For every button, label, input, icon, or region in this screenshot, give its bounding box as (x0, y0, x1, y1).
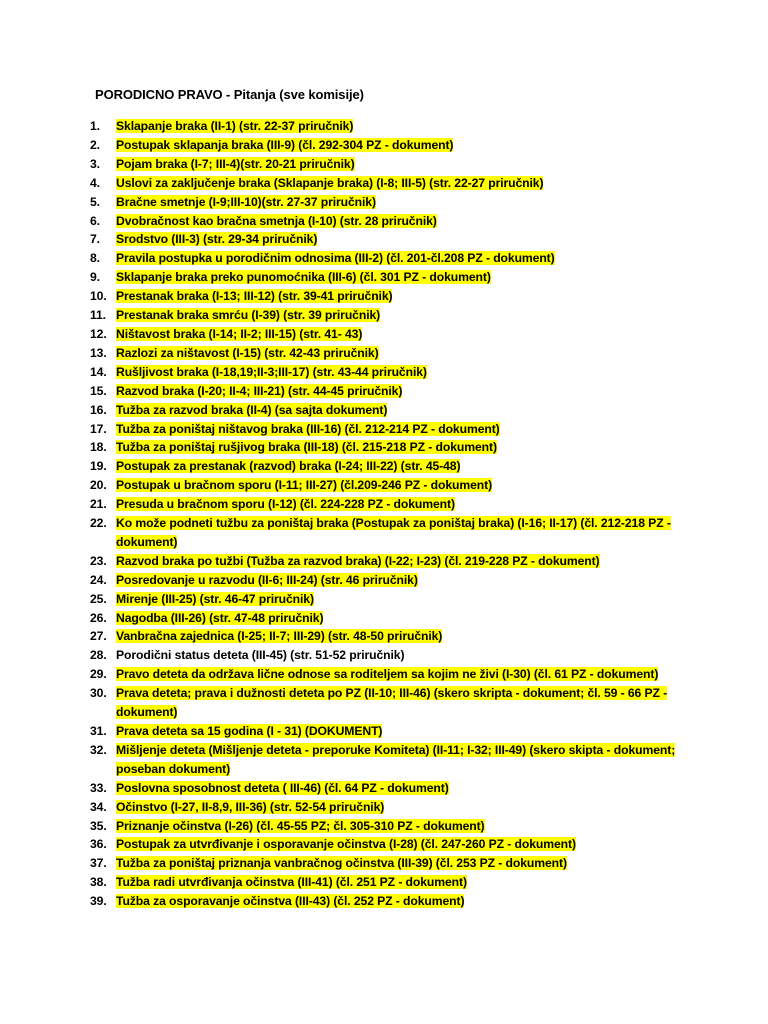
highlighted-question-text: Sklapanje braka (II-1) (str. 22-37 priručnik) (116, 119, 354, 133)
highlighted-question-text: Ništavost braka (I-14; II-2; III-15) (str. 41- 43) (116, 326, 363, 341)
question-number: 34. (90, 799, 107, 814)
question-number: 3. (90, 156, 100, 171)
question-number: 20. (90, 478, 107, 493)
question-number: 4. (90, 175, 100, 190)
question-item (90, 552, 690, 571)
highlighted-question-text: Prava deteta sa 15 godina (I - 31) (DOKUMENT) (116, 724, 383, 738)
question-number: 19. (90, 459, 107, 474)
highlighted-question-text: Postupak u bračnom sporu (I-11; III-27) (čl.209-246 PZ - dokument) (116, 478, 493, 493)
question-number: 29. (90, 667, 107, 682)
question-item (90, 344, 690, 363)
highlighted-question-text: Priznanje očinstva (I-26) (čl. 45-55 PZ; čl. 305-310 PZ - dokument) (116, 818, 485, 833)
question-item (90, 230, 690, 249)
question-number: 5. (90, 194, 100, 209)
question-number: 23. (90, 553, 107, 568)
question-text: Porodični status deteta (III-45) (str. 51-52 priručnik) (116, 648, 405, 663)
question-item (90, 155, 690, 174)
question-list (90, 117, 690, 911)
question-number: 35. (90, 818, 107, 833)
question-number: 14. (90, 364, 107, 379)
question-item (90, 401, 690, 420)
question-number: 11. (90, 308, 106, 323)
question-number: 27. (90, 629, 107, 644)
question-item (90, 854, 690, 873)
question-item (90, 287, 690, 306)
highlighted-question-text: Srodstvo (III-3) (str. 29-34 priručnik) (116, 232, 318, 247)
document-title: PORODICNO PRAVO - Pitanja (sve komisije) (95, 87, 364, 102)
question-number: 38. (90, 875, 107, 890)
highlighted-question-text: Mirenje (III-25) (str. 46-47 priručnik) (116, 591, 314, 606)
question-number: 2. (90, 137, 100, 152)
question-number: 1. (90, 119, 100, 133)
question-item (90, 817, 690, 836)
question-item (90, 835, 690, 854)
question-number: 15. (90, 383, 107, 398)
question-item (90, 514, 690, 552)
question-item (90, 684, 690, 722)
question-number: 18. (90, 440, 107, 455)
highlighted-question-text: Prestanak braka (I-13; III-12) (str. 39-41 priručnik) (116, 289, 393, 304)
question-item (90, 798, 690, 817)
question-number: 32. (90, 742, 107, 757)
highlighted-question-text: Vanbračna zajednica (I-25; II-7; III-29) (str. 48-50 priručnik) (116, 629, 443, 644)
highlighted-question-text: Nagodba (III-26) (str. 47-48 priručnik) (116, 610, 324, 625)
question-number: 25. (90, 591, 107, 606)
question-number: 31. (90, 724, 107, 738)
question-item (90, 892, 690, 911)
question-item (90, 457, 690, 476)
highlighted-question-text: Bračne smetnje (I-9;III-10)(str. 27-37 priručnik) (116, 194, 376, 209)
highlighted-question-text: Tužba za poništaj ništavog braka (III-16) (čl. 212-214 PZ - dokument) (116, 421, 500, 436)
question-number: 30. (90, 686, 107, 701)
question-item (90, 382, 690, 401)
question-item (90, 722, 690, 741)
question-number: 24. (90, 572, 107, 587)
question-item (90, 741, 690, 779)
highlighted-question-text: Mišljenje deteta (Mišljenje deteta - preporuke Komiteta) (II-11; I-32; III-49) (skero skipta - dokument; poseban dokument) (116, 742, 676, 776)
question-item (90, 306, 690, 325)
highlighted-question-text: Tužba za poništaj rušjivog braka (III-18) (čl. 215-218 PZ - dokument) (116, 440, 497, 455)
question-number: 8. (90, 251, 100, 266)
question-number: 26. (90, 610, 107, 625)
highlighted-question-text: Tužba za poništaj priznanja vanbračnog očinstva (III-39) (čl. 253 PZ - dokument) (116, 856, 567, 871)
question-number: 22. (90, 516, 107, 531)
highlighted-question-text: Tužba za osporavanje očinstva (III-43) (čl. 252 PZ - dokument) (116, 894, 465, 909)
question-item (90, 325, 690, 344)
highlighted-question-text: Pravila postupka u porodičnim odnosima (III-2) (čl. 201-čl.208 PZ - dokument) (116, 251, 555, 266)
highlighted-question-text: Tužba radi utvrđivanja očinstva (III-41) (čl. 251 PZ - dokument) (116, 875, 467, 890)
question-item (90, 136, 690, 155)
question-item (90, 646, 690, 665)
question-item (90, 249, 690, 268)
highlighted-question-text: Prestanak braka smrću (I-39) (str. 39 priručnik) (116, 308, 381, 323)
question-item (90, 420, 690, 439)
highlighted-question-text: Razvod braka (I-20; II-4; III-21) (str. 44-45 priručnik) (116, 383, 403, 398)
question-number: 36. (90, 837, 107, 852)
highlighted-question-text: Pravo deteta da održava lične odnose sa roditeljem sa kojim ne živi (I-30) (čl. 61 PZ - dokument) (116, 667, 659, 682)
question-number: 37. (90, 856, 107, 871)
highlighted-question-text: Pojam braka (I-7; III-4)(str. 20-21 priručnik) (116, 156, 355, 171)
highlighted-question-text: Postupak sklapanja braka (III-9) (čl. 292-304 PZ - dokument) (116, 137, 454, 152)
highlighted-question-text: Postupak za prestanak (razvod) braka (I-24; III-22) (str. 45-48) (116, 459, 461, 474)
question-item (90, 665, 690, 684)
question-number: 6. (90, 213, 100, 228)
highlighted-question-text: Sklapanje braka preko punomoćnika (III-6) (čl. 301 PZ - dokument) (116, 270, 491, 285)
question-item (90, 779, 690, 798)
question-number: 28. (90, 648, 107, 663)
question-number: 13. (90, 345, 107, 360)
question-number: 10. (90, 289, 107, 304)
question-item (90, 873, 690, 892)
highlighted-question-text: Rušljivost braka (I-18,19;II-3;III-17) (str. 43-44 priručnik) (116, 364, 427, 379)
question-item (90, 571, 690, 590)
question-number: 7. (90, 232, 100, 247)
highlighted-question-text: Posredovanje u razvodu (II-6; III-24) (str. 46 priručnik) (116, 572, 418, 587)
question-item (90, 590, 690, 609)
highlighted-question-text: Ko može podneti tužbu za poništaj braka (Postupak za poništaj braka) (I-16; II-17) (čl. 212-218 PZ - dokument) (116, 516, 671, 549)
highlighted-question-text: Poslovna sposobnost deteta ( III-46) (čl. 64 PZ - dokument) (116, 780, 449, 795)
question-number: 33. (90, 780, 107, 795)
highlighted-question-text: Razvod braka po tužbi (Tužba za razvod braka) (I-22; I-23) (čl. 219-228 PZ - dokument) (116, 553, 600, 568)
question-number: 16. (90, 402, 107, 417)
question-number: 21. (90, 497, 107, 512)
question-number: 17. (90, 421, 107, 436)
question-item (90, 212, 690, 231)
question-number: 12. (90, 326, 107, 341)
highlighted-question-text: Uslovi za zaključenje braka (Sklapanje braka) (I-8; III-5) (str. 22-27 priručnik) (116, 175, 544, 190)
highlighted-question-text: Tužba za razvod braka (II-4) (sa sajta dokument) (116, 402, 388, 417)
highlighted-question-text: Presuda u bračnom sporu (I-12) (čl. 224-228 PZ - dokument) (116, 497, 455, 512)
question-number: 9. (90, 270, 100, 285)
question-item (90, 476, 690, 495)
highlighted-question-text: Dvobračnost kao bračna smetnja (I-10) (str. 28 priručnik) (116, 213, 437, 228)
highlighted-question-text: Prava deteta; prava i dužnosti deteta po PZ (II-10; III-46) (skero skripta - dokument; čl. 59 - 66 PZ - dokument) (116, 686, 668, 720)
question-number: 39. (90, 894, 107, 909)
highlighted-question-text: Očinstvo (I-27, II-8,9, III-36) (str. 52-54 priručnik) (116, 799, 385, 814)
question-item (90, 268, 690, 287)
question-item (90, 117, 690, 136)
highlighted-question-text: Razlozi za ništavost (I-15) (str. 42-43 priručnik) (116, 345, 379, 360)
question-item (90, 174, 690, 193)
question-item (90, 363, 690, 382)
question-item (90, 495, 690, 514)
question-item (90, 193, 690, 212)
question-item (90, 609, 690, 628)
highlighted-question-text: Postupak za utvrđivanje i osporavanje očinstva (I-28) (čl. 247-260 PZ - dokument) (116, 837, 576, 852)
question-item (90, 438, 690, 457)
question-item (90, 627, 690, 646)
